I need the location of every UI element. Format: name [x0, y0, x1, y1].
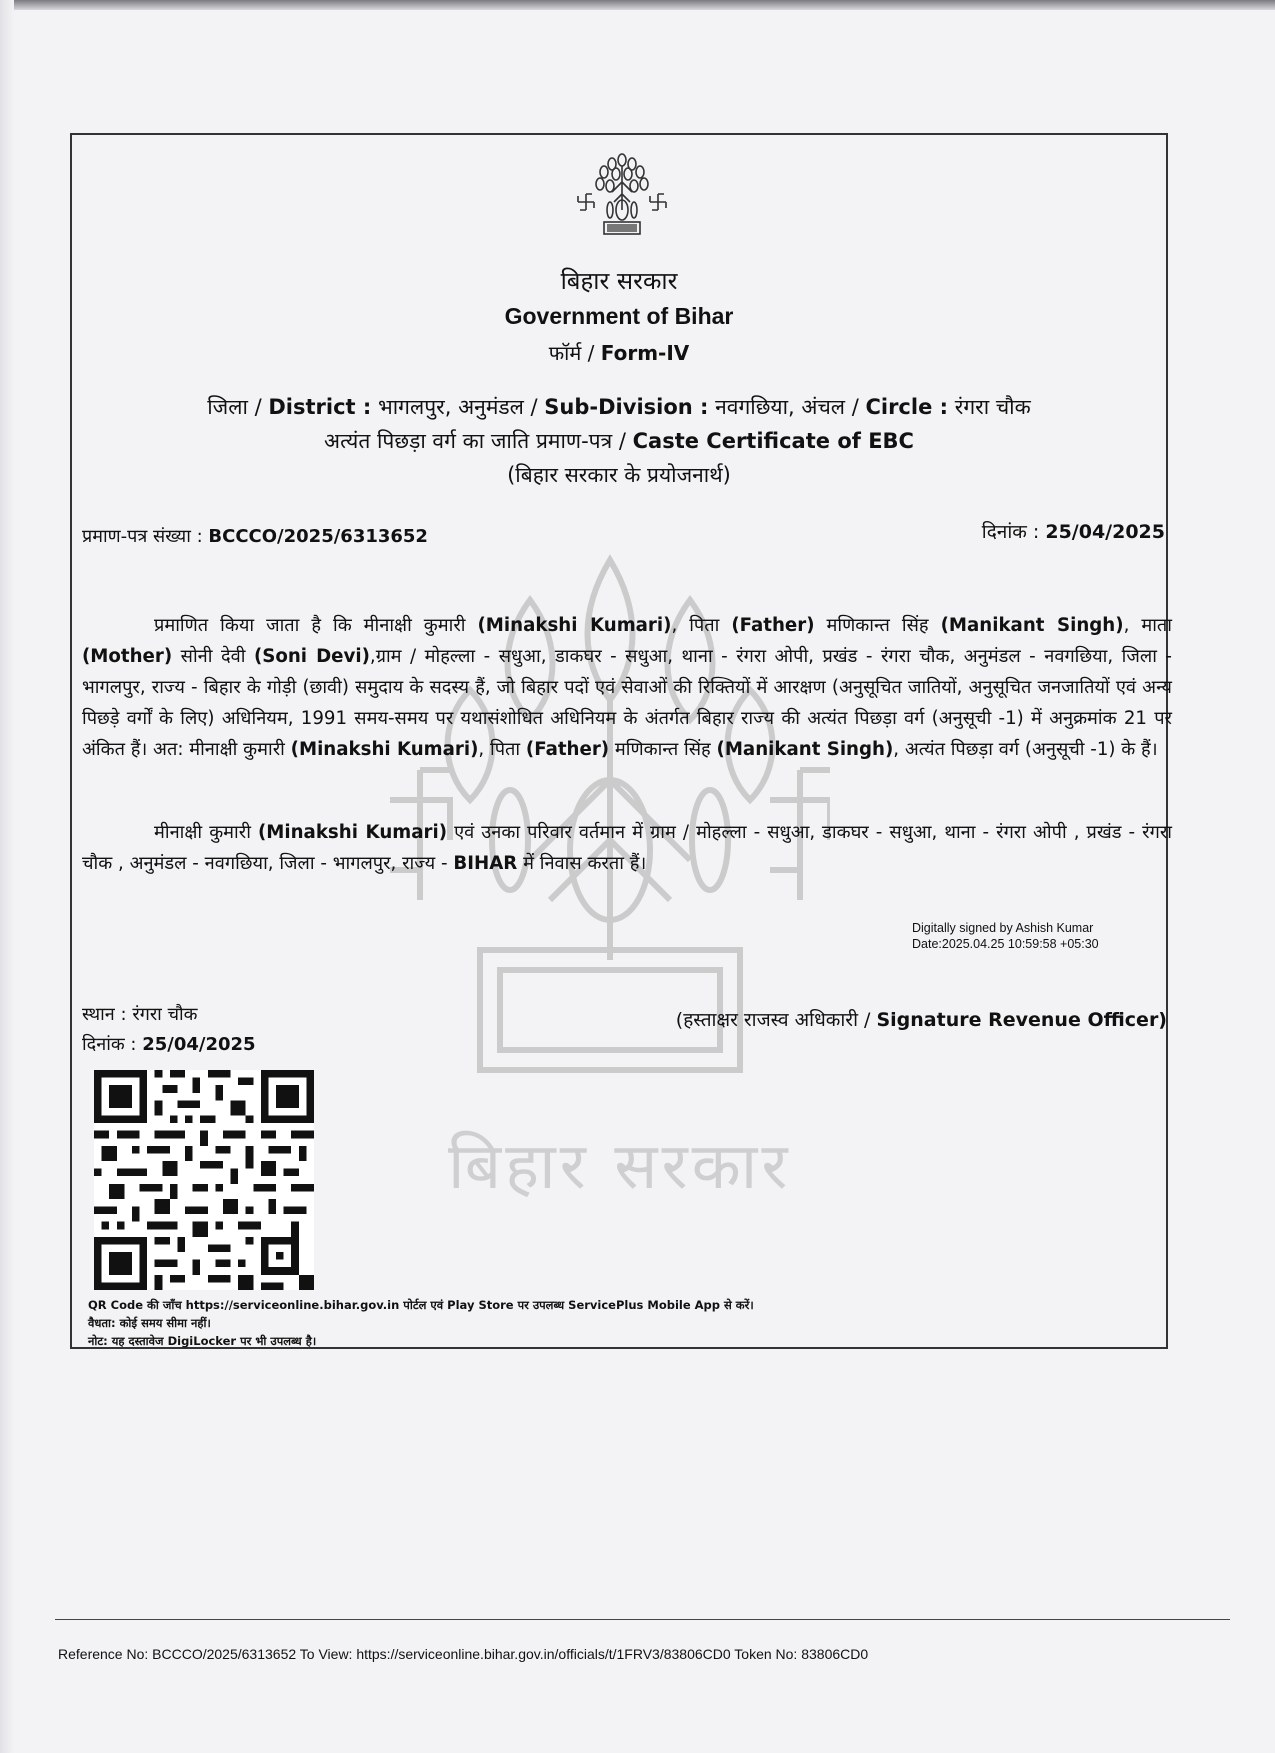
district-label-english: District : [268, 395, 372, 419]
subdivision-label-english: Sub-Division : [544, 395, 709, 419]
signature-label-english: Signature Revenue Officer) [876, 1009, 1167, 1031]
signature-label-hindi: (हस्ताक्षर राजस्व अधिकारी / [675, 1009, 871, 1031]
footer-divider [55, 1619, 1230, 1620]
district-label-hindi: जिला / [207, 395, 262, 419]
watermark-text: बिहार सरकार [448, 1130, 792, 1204]
issue-date [982, 518, 1165, 544]
place-date-label: दिनांक : [82, 1034, 137, 1055]
certificate-number-value: BCCCO/2025/6313652 [208, 526, 428, 547]
place-and-date [82, 1000, 256, 1060]
digital-signature-block [912, 920, 1099, 952]
certificate-number-label: प्रमाण-पत्र संख्या : [82, 526, 203, 547]
place-line [82, 1000, 256, 1030]
qr-notes [88, 1296, 754, 1350]
certificate-purpose: (बिहार सरकार के प्रयोजनार्थ) [507, 463, 731, 487]
qr-verification-note: QR Code की जाँच https://serviceonline.bihar.gov.in पोर्टल एवं Play Store पर उपलब्ध ServicePlus Mobile App से करें। [88, 1298, 754, 1312]
certificate-number [82, 524, 428, 548]
form-label-hindi: फॉर्म / [548, 341, 595, 365]
qr-code-icon [94, 1070, 314, 1290]
scan-top-edge [0, 0, 1275, 10]
form-label-english: Form-IV [600, 341, 690, 365]
issue-date-label: दिनांक : [981, 521, 1040, 543]
circle-label-hindi: अंचल / [801, 395, 859, 419]
certificate-body-paragraph-2: मीनाक्षी कुमारी (Minakshi Kumari) एवं उनका परिवार वर्तमान में ग्राम / मोहल्ला - सधुआ, डाकघर - सधुआ, थाना - रंगरा ओपी , प्रखंड - रंगरा चौक , अनुमंडल - नवगछिया, जिला - भागलपुर, राज्य - BIHAR में निवास करता हैं। [82, 822, 1172, 874]
signature-label [676, 1006, 1167, 1032]
circle-label-english: Circle : [865, 395, 949, 419]
scan-left-shadow [0, 0, 14, 1753]
place-value: रंगरा चौक [132, 1004, 198, 1025]
place-date-line [82, 1030, 256, 1060]
bihar-emblem-icon [574, 152, 670, 236]
subdivision-value: नवगछिया, [715, 395, 795, 419]
subdivision-label-hindi: अनुमंडल / [458, 395, 538, 419]
digilocker-note: नोट: यह दस्तावेज DigiLocker पर भी उपलब्ध है। [88, 1334, 317, 1348]
digital-signature-signer: Digitally signed by Ashish Kumar [912, 921, 1094, 935]
place-label: स्थान : [82, 1004, 127, 1025]
form-number [70, 339, 1168, 366]
district-value: भागलपुर, [377, 395, 452, 419]
reference-footer: Reference No: BCCCO/2025/6313652 To View: https://serviceonline.bihar.gov.in/officials/t/1FRV3/83806CD0 Token No: 83806CD0 [58, 1646, 869, 1662]
header-english-title: Government of Bihar [504, 303, 734, 329]
certificate-title [70, 427, 1168, 455]
certificate-title-hindi: अत्यंत पिछड़ा वर्ग का जाति प्रमाण-पत्र / [324, 429, 626, 453]
circle-value: रंगरा चौक [954, 395, 1031, 419]
place-date-value: 25/04/2025 [142, 1034, 256, 1055]
digital-signature-date: Date:2025.04.25 10:59:58 +05:30 [912, 937, 1099, 951]
certificate-body-paragraph-1: प्रमाणित किया जाता है कि मीनाक्षी कुमारी (Minakshi Kumari), पिता (Father) मणिकान्त सिंह (Manikant Singh), माता (Mother) सोनी देवी (Soni Devi),ग्राम / मोहल्ला - सधुआ, डाकघर - सधुआ, थाना - रंगरा ओपी, प्रखंड - रंगरा चौक, अनुमंडल - नवगछिया, जिला - भागलपुर, राज्य - बिहार के गोड़ी (छावी) समुदाय के सदस्य हैं, जो बिहार पदों एवं सेवाओं की रिक्तियों में आरक्षण (अनुसूचित जातियों, अनुसूचित जनजातियों एवं अन्य पिछड़े वर्गों के लिए) अधिनियम, 1991 समय-समय पर यथासंशोधित अधिनियम के अंतर्गत बिहार राज्य की अत्यंत पिछड़ा वर्ग (अनुसूची -1) में अनुक्रमांक 21 पर अंकित हैं। अत: मीनाक्षी कुमारी (Minakshi Kumari), पिता (Father) मणिकान्त सिंह (Manikant Singh), अत्यंत पिछड़ा वर्ग (अनुसूची -1) के हैं। [82, 615, 1172, 760]
validity-note: वैधता: कोई समय सीमा नहीं। [88, 1316, 211, 1330]
certificate-title-english: Caste Certificate of EBC [632, 429, 914, 453]
header-hindi-title: बिहार सरकार [560, 267, 678, 295]
issue-date-value: 25/04/2025 [1045, 521, 1165, 543]
location-line [70, 393, 1168, 421]
